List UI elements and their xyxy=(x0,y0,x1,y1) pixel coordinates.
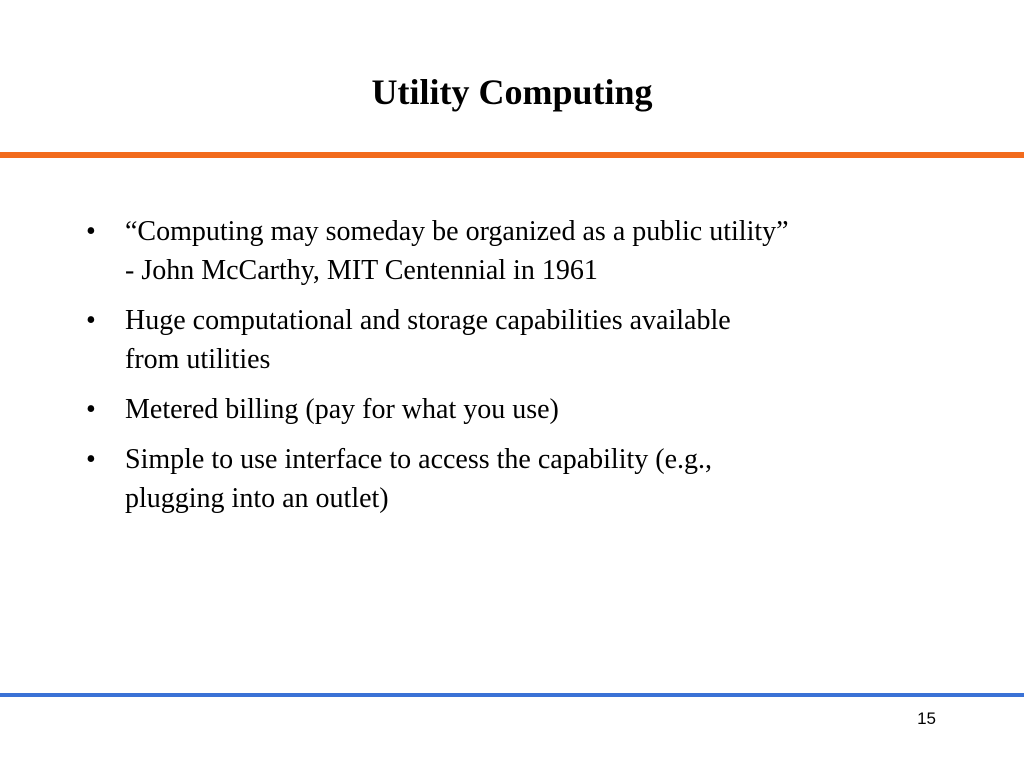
bullet-text-line: plugging into an outlet) xyxy=(125,483,389,514)
bullet-marker: • xyxy=(86,444,96,475)
page-number: 15 xyxy=(917,709,936,728)
title-divider-orange xyxy=(0,152,1024,158)
bullet-list xyxy=(86,212,986,529)
bullet-text-line: Metered billing (pay for what you use) xyxy=(125,394,559,425)
bullet-item-mccarthy-quote xyxy=(86,212,986,290)
bullet-text-line: Simple to use interface to access the capability (e.g., xyxy=(125,444,713,475)
bullet-item-capabilities xyxy=(86,301,986,379)
bullet-item-simple-interface xyxy=(86,440,986,518)
bullet-marker: • xyxy=(86,216,96,247)
footer-divider-blue xyxy=(0,693,1024,697)
bullet-item-metered-billing xyxy=(86,390,986,429)
bullet-marker: • xyxy=(86,394,96,425)
bullet-text-line: “Computing may someday be organized as a public utility” xyxy=(125,216,789,247)
bullet-text-line: Huge computational and storage capabilities available xyxy=(125,305,731,336)
bullet-text-line: from utilities xyxy=(125,344,271,375)
slide-title: Utility Computing xyxy=(371,72,653,112)
bullet-marker: • xyxy=(86,305,96,336)
bullet-text-line: - John McCarthy, MIT Centennial in 1961 xyxy=(125,255,598,286)
